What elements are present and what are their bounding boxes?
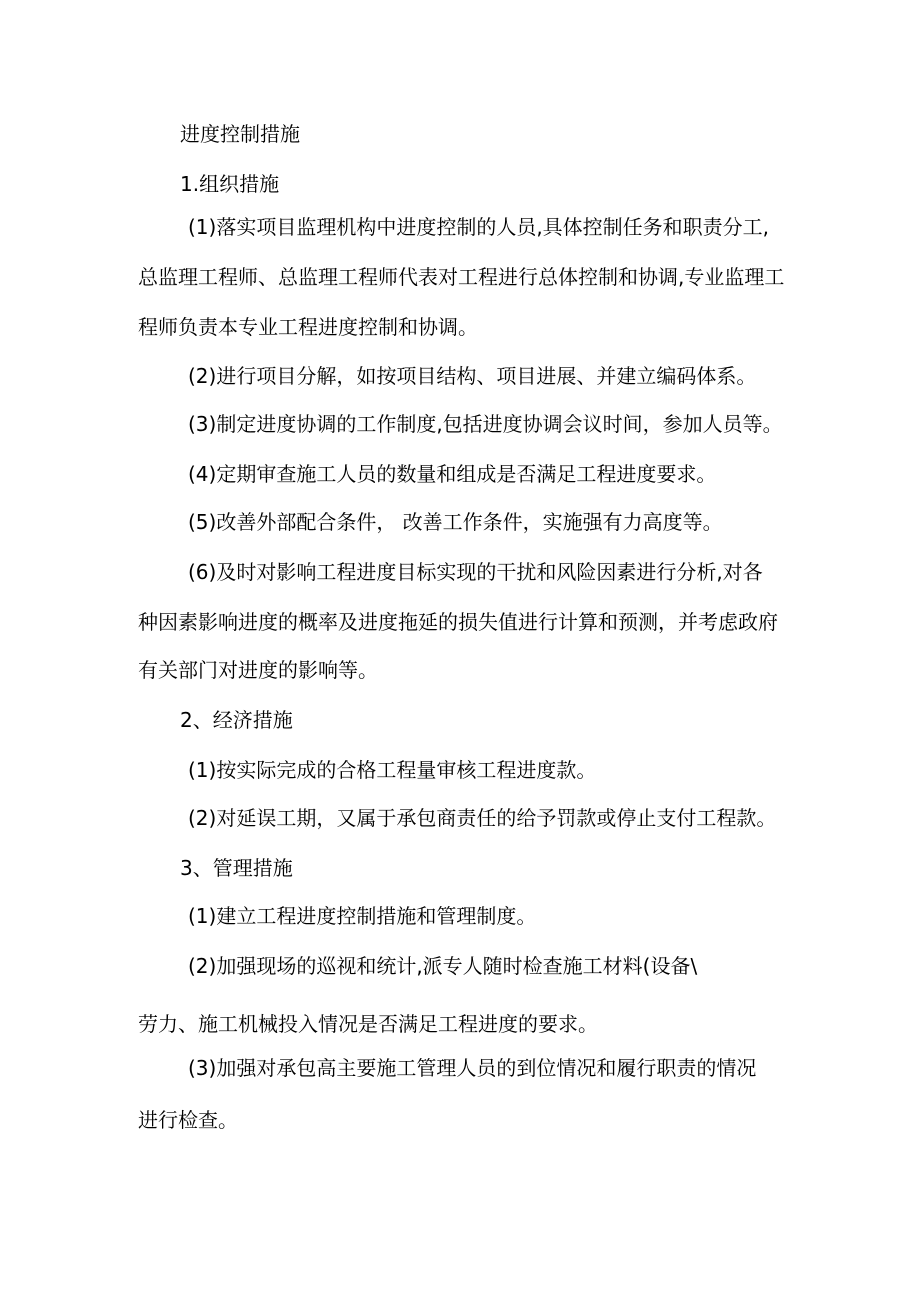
s1-item-3: (3)制定进度协调的工作制度,包括进度协调会议时间，参加人员等。 [188, 412, 783, 436]
s1-item-4: (4)定期审查施工人员的数量和组成是否满足工程进度要求。 [188, 462, 717, 486]
s2-item-2: (2)对延误工期，又属于承包商责任的给予罚款或停止支付工程款。 [188, 806, 777, 830]
document-title: 进度控制措施 [180, 122, 300, 146]
s1-item-1-line-2: 总监理工程师、总监理工程师代表对工程进行总体控制和协调,专业监理工 [138, 265, 785, 289]
section-3-heading: 3、管理措施 [180, 856, 293, 880]
s3-item-3-line-2: 进行检查。 [138, 1108, 238, 1132]
s3-item-2-line-2: 劳力、施工机械投入情况是否满足工程进度的要求。 [138, 1012, 598, 1036]
s1-item-6-line-2: 种因素影响进度的概率及进度拖延的损失值进行计算和预测，并考虑政府 [138, 610, 778, 634]
s3-item-3-line-1: (3)加强对承包高主要施工管理人员的到位情况和履行职责的情况 [188, 1056, 757, 1080]
s1-item-6-line-3: 有关部门对进度的影响等。 [138, 658, 378, 682]
s1-item-5: (5)改善外部配合条件， 改善工作条件，实施强有力高度等。 [188, 510, 723, 534]
section-1-heading: 1.组织措施 [180, 172, 280, 196]
s3-item-2-line-1: (2)加强现场的巡视和统计,派专人随时检查施工材料(设备\ [188, 954, 698, 978]
s1-item-6-line-1: (6)及时对影响工程进度目标实现的干扰和风险因素进行分析,对各 [188, 560, 763, 584]
s1-item-2: (2)进行项目分解，如按项目结构、项目进展、并建立编码体系。 [188, 364, 757, 388]
s1-item-1-line-3: 程师负责本专业工程进度控制和协调。 [138, 315, 478, 339]
s3-item-1: (1)建立工程进度控制措施和管理制度。 [188, 904, 537, 928]
s1-item-1-line-1: (1)落实项目监理机构中进度控制的人员,具体控制任务和职责分工, [188, 215, 770, 239]
section-2-heading: 2、经济措施 [180, 708, 293, 732]
s2-item-1: (1)按实际完成的合格工程量审核工程进度款。 [188, 758, 597, 782]
